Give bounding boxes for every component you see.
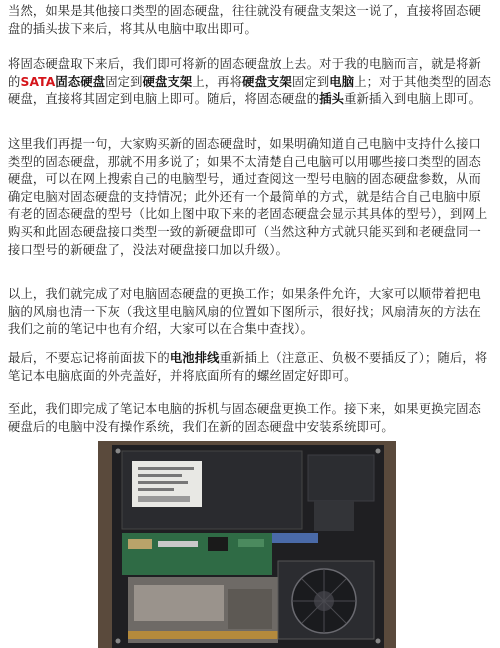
ssd-bold: 固态硬盘 <box>55 74 106 89</box>
paragraph-5-text-b: 重新插上（注意正、负极不要插反了）；随后，将笔记本电脑底面的外壳盖好，并将底面所有的螺丝固定好即可。 <box>8 351 488 383</box>
battery-cable-bold: 电池排线 <box>169 351 220 365</box>
plug-bold: 插头 <box>319 92 345 107</box>
paragraph-2-text-f: 重新插入到电脑上即可。 <box>344 92 482 107</box>
bracket-bold-2: 硬盘支架 <box>242 74 292 89</box>
bracket-bold-1: 硬盘支架 <box>142 74 193 89</box>
laptop-internals-photo <box>98 441 396 648</box>
paragraph-2-text-b: 固定到 <box>105 74 143 89</box>
paragraph-2-text-c: 上，再将 <box>192 74 243 89</box>
paragraph-5 <box>8 350 492 385</box>
paragraph-6 <box>8 401 492 436</box>
paragraph-2-text-e: 上；对于其他类型的固态硬盘，直接将其固定到电脑上即可。随后，将固态硬盘的 <box>8 74 492 107</box>
paragraph-1-text: 当然，如果是其他接口类型的固态硬盘，往往就没有硬盘支架这一说了，直接将固态硬盘的插头拔下来后，将其从电脑中取出即可。 <box>8 4 481 36</box>
paragraph-2-text-a: 将固态硬盘取下来后，我们即可将新的固态硬盘放上去。对于我的电脑而言，就是将新的 <box>8 57 481 89</box>
pc-bold: 电脑 <box>329 74 355 89</box>
paragraph-5-text-a: 最后，不要忘记将前面拔下的 <box>8 351 170 365</box>
paragraph-4-text: 以上，我们就完成了对电脑固态硬盘的更换工作；如果条件允许，大家可以顺带着把电脑的风扇也清一下灰（我这里电脑风扇的位置如下图所示，很好找；风扇清灰的方法在我们之前的笔记中也有介绍，大家可以在合集中查找）。 <box>8 287 481 337</box>
laptop-internals-illustration <box>98 441 396 648</box>
paragraph-2-text-d: 固定到 <box>291 74 330 89</box>
paragraph-1 <box>8 3 492 38</box>
paragraph-2 <box>8 56 492 109</box>
paragraph-3-text: 这里我们再提一句，大家购买新的固态硬盘时，如果明确知道自己电脑中支持什么接口类型的固态硬盘，那就不用多说了；如果不太清楚自己电脑可以用哪些接口类型的固态硬盘，可以在网上搜索自己的电脑型号，通过查阅这一型号电脑的固态硬盘参数，从而确定电脑对固态硬盘的支持情况；此外还有一个最简单的方式，就是结合自己电脑中原有老的固态硬盘的型号（比如上图中取下来的老固态硬盘会显示其具体的型号），到网上购买和此固态硬盘接口类型一致的新硬盘即可（当然这种方式就只能买到和老硬盘同一接口型号的新硬盘了，没法对硬盘接口加以升级）。 <box>8 137 488 257</box>
paragraph-4 <box>8 286 492 339</box>
paragraph-3 <box>8 136 492 259</box>
sata-highlight: SATA <box>20 74 56 89</box>
paragraph-6-text: 至此，我们即完成了笔记本电脑的拆机与固态硬盘更换工作。接下来，如果更换完固态硬盘后的电脑中没有操作系统，我们在新的固态硬盘中安装系统即可。 <box>8 402 481 434</box>
